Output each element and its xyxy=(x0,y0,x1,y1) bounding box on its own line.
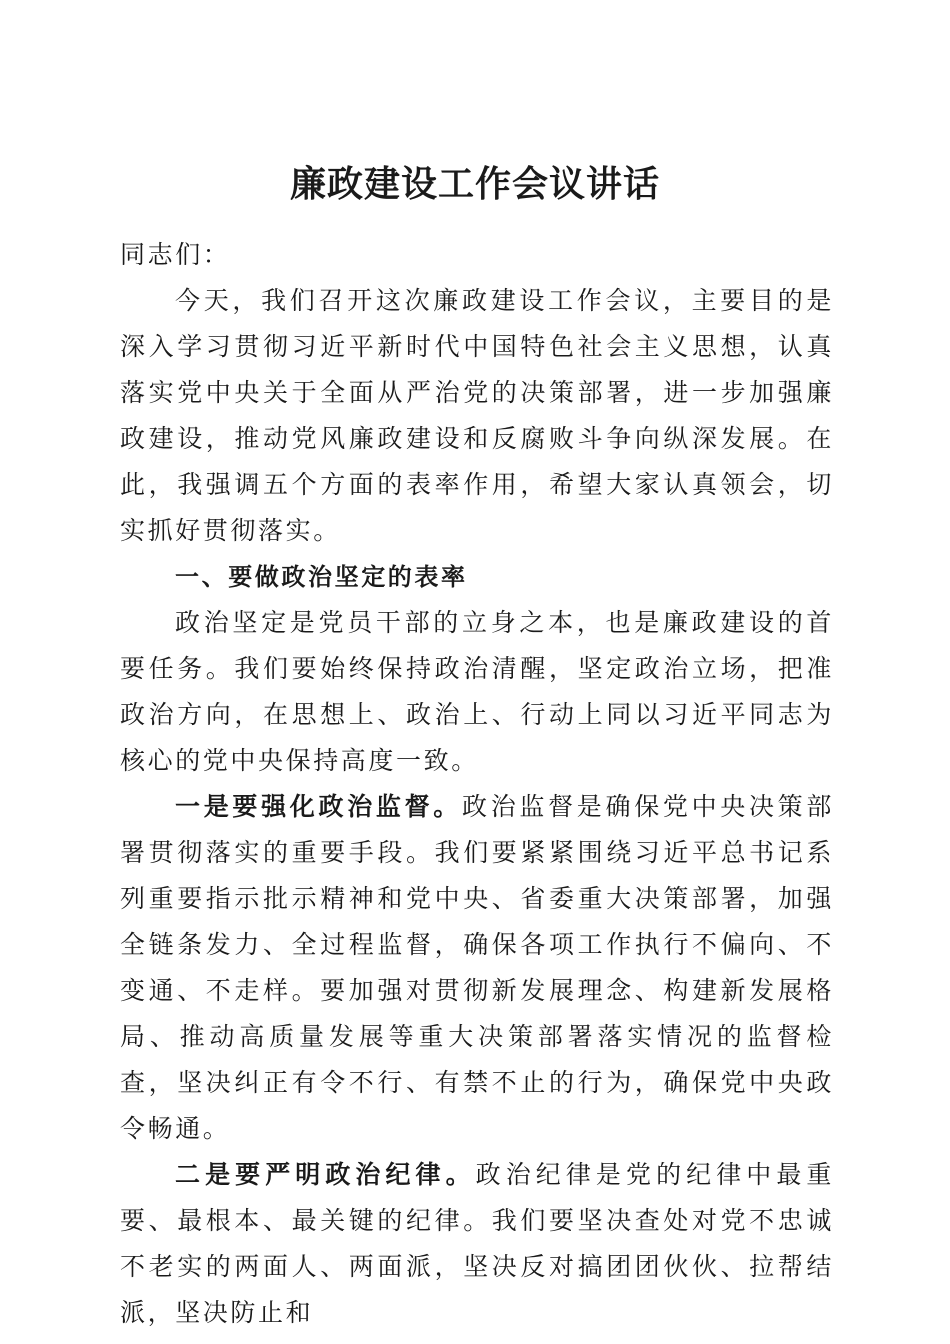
point-paragraph-2 xyxy=(120,1152,834,1336)
point-lead-2: 二是要严明政治纪律。 xyxy=(175,1160,476,1189)
document-body xyxy=(120,232,834,1336)
salutation: 同志们： xyxy=(120,240,231,269)
section-intro-paragraph: 政治坚定是党员干部的立身之本，也是廉政建设的首要任务。我们要始终保持政治清醒，坚定政治立场，把准政治方向，在思想上、政治上、行动上同以习近平同志为核心的党中央保持高度一致。 xyxy=(120,608,834,775)
point-text-1: 政治监督是确保党中央决策部署贯彻落实的重要手段。我们要紧紧围绕习近平总书记系列重要指示批示精神和党中央、省委重大决策部署，加强全链条发力、全过程监督，确保各项工作执行不偏向、不变通、不走样。要加强对贯彻新发展理念、构建新发展格局、推动高质量发展等重大决策部署落实情况的监督检查，坚决纠正有令不行、有禁不止的行为，确保党中央政令畅通。 xyxy=(120,792,834,1143)
document-title: 廉政建设工作会议讲话 xyxy=(289,163,660,206)
point-lead-1: 一是要强化政治监督。 xyxy=(175,792,462,821)
point-text-2: 政治纪律是党的纪律中最重要、最根本、最关键的纪律。我们要坚决查处对党不忠诚不老实的两面人、两面派，坚决反对搞团团伙伙、拉帮结派，坚决防止和 xyxy=(120,1160,834,1327)
intro-paragraph: 今天，我们召开这次廉政建设工作会议，主要目的是深入学习贯彻习近平新时代中国特色社会主义思想，认真落实党中央关于全面从严治党的决策部署，进一步加强廉政建设，推动党风廉政建设和反腐败斗争向纵深发展。在此，我强调五个方面的表率作用，希望大家认真领会，切实抓好贯彻落实。 xyxy=(120,286,834,545)
point-paragraph-1 xyxy=(120,784,834,1152)
section-heading: 一、要做政治坚定的表率 xyxy=(175,563,468,591)
